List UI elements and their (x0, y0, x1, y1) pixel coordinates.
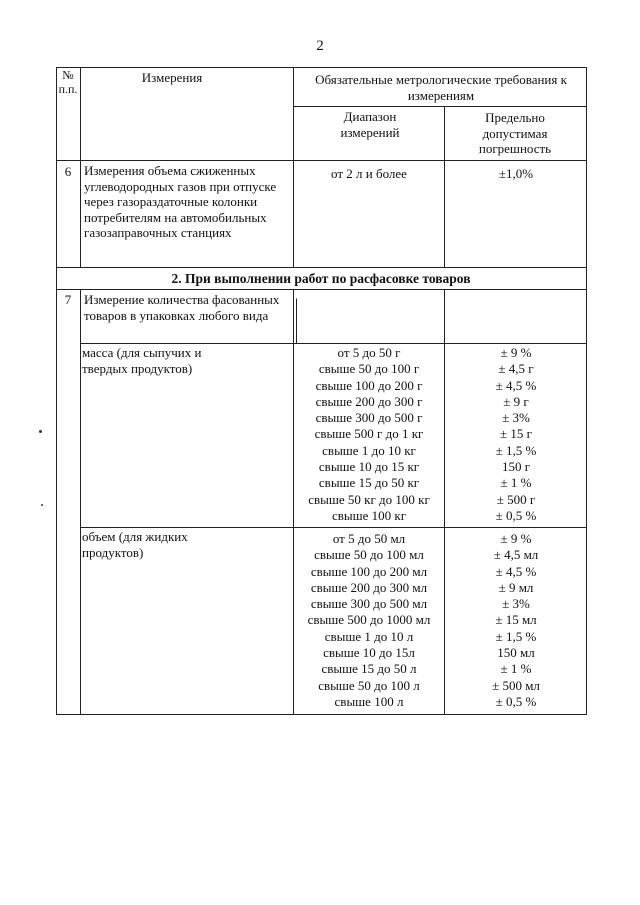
mass-range-value: свыше 500 г до 1 кг (314, 426, 424, 442)
volume-range-value: свыше 100 до 200 мл (310, 563, 428, 579)
volume-error-value: ± 500 мл (492, 677, 540, 693)
row6-num: 6 (64, 164, 72, 179)
mass-errors-list (446, 345, 586, 524)
header-measure: Измерения (141, 70, 203, 85)
mass-error-value: ± 0,5 % (495, 507, 537, 523)
mass-error-value: ± 9 г (503, 393, 529, 409)
volume-error-value: ± 0,5 % (495, 693, 537, 709)
mass-range-value: свыше 300 до 500 г (315, 410, 423, 426)
volume-range-value: свыше 300 до 500 мл (310, 596, 428, 612)
mass-error-value: ± 1 % (500, 475, 532, 491)
volume-error-value: 150 мл (497, 645, 535, 661)
volume-error-value: ± 4,5 мл (493, 547, 539, 563)
volume-error-value: ± 3% (502, 596, 530, 612)
header-num: № п.п. (58, 68, 78, 96)
mass-range-value: свыше 100 кг (331, 507, 407, 523)
volume-range-value: от 5 до 50 мл (332, 531, 406, 546)
volume-error-value: ± 9 мл (498, 579, 534, 595)
header-requirements: Обязательные метрологические требования к измерениям (315, 72, 567, 103)
volume-range-value: свыше 50 до 100 мл (314, 547, 424, 563)
row6-error: ±1,0% (498, 166, 534, 181)
mass-range-value: свыше 1 до 10 кг (322, 442, 416, 458)
volume-range-value: свыше 100 л (334, 693, 404, 709)
mass-error-value: ± 3% (502, 410, 530, 426)
volume-ranges-list (294, 531, 444, 710)
mass-error-value: ± 4,5 г (498, 361, 534, 377)
mass-range-value: свыше 50 кг до 100 кг (308, 491, 430, 507)
volume-range-value: свыше 15 до 50 л (321, 661, 417, 677)
volume-errors-list (446, 531, 586, 710)
mass-range-value: свыше 50 до 100 г (318, 361, 420, 377)
row6-range: от 2 л и более (331, 166, 407, 181)
volume-range-value: свыше 500 до 1000 мл (307, 612, 431, 628)
volume-range-value: свыше 10 до 15л (323, 645, 415, 661)
mass-label: масса (для сыпучих и твердых продуктов) (82, 345, 202, 376)
row7-num: 7 (64, 292, 72, 307)
row7-measure: Измерение количества фасованных товаров в упаковках любого вида (84, 292, 280, 323)
section-title: 2. При выполнении работ по расфасовке товаров (171, 271, 471, 286)
mass-range-value: свыше 10 до 15 кг (318, 459, 420, 475)
volume-error-value: ± 1 % (500, 661, 532, 677)
volume-error-value: ± 4,5 % (495, 563, 537, 579)
page-number: 2 (316, 38, 324, 54)
mass-range-value: свыше 200 до 300 г (315, 393, 423, 409)
row6-measure: Измерения объема сжиженных углеводородных газов при отпуске через газораздаточные колонки потребителям на автомобильных газозаправочных станциях (84, 163, 277, 240)
mass-range-value: от 5 до 50 г (337, 345, 401, 360)
header-error: Предельно допустимая погрешность (478, 110, 552, 156)
volume-error-value: ± 1,5 % (495, 628, 537, 644)
header-range: Диапазон измерений (340, 109, 400, 140)
volume-error-value: ± 15 мл (495, 612, 537, 628)
mass-error-value: ± 15 г (500, 426, 532, 442)
scan-speck (39, 430, 42, 433)
mass-error-value: ± 1,5 % (495, 442, 537, 458)
volume-label: объем (для жидких продуктов) (82, 529, 188, 560)
scan-speck (41, 504, 43, 506)
mass-error-value: ± 500 г (496, 491, 536, 507)
mass-error-value: ± 4,5 % (495, 377, 537, 393)
mass-range-value: свыше 15 до 50 кг (318, 475, 420, 491)
volume-range-value: свыше 1 до 10 л (324, 628, 414, 644)
mass-range-value: свыше 100 до 200 г (315, 377, 423, 393)
volume-error-value: ± 9 % (500, 531, 532, 546)
mass-ranges-list (294, 345, 444, 524)
volume-range-value: свыше 50 до 100 л (318, 677, 420, 693)
mass-error-value: 150 г (501, 459, 531, 475)
mass-error-value: ± 9 % (500, 345, 532, 360)
volume-range-value: свыше 200 до 300 мл (310, 579, 428, 595)
